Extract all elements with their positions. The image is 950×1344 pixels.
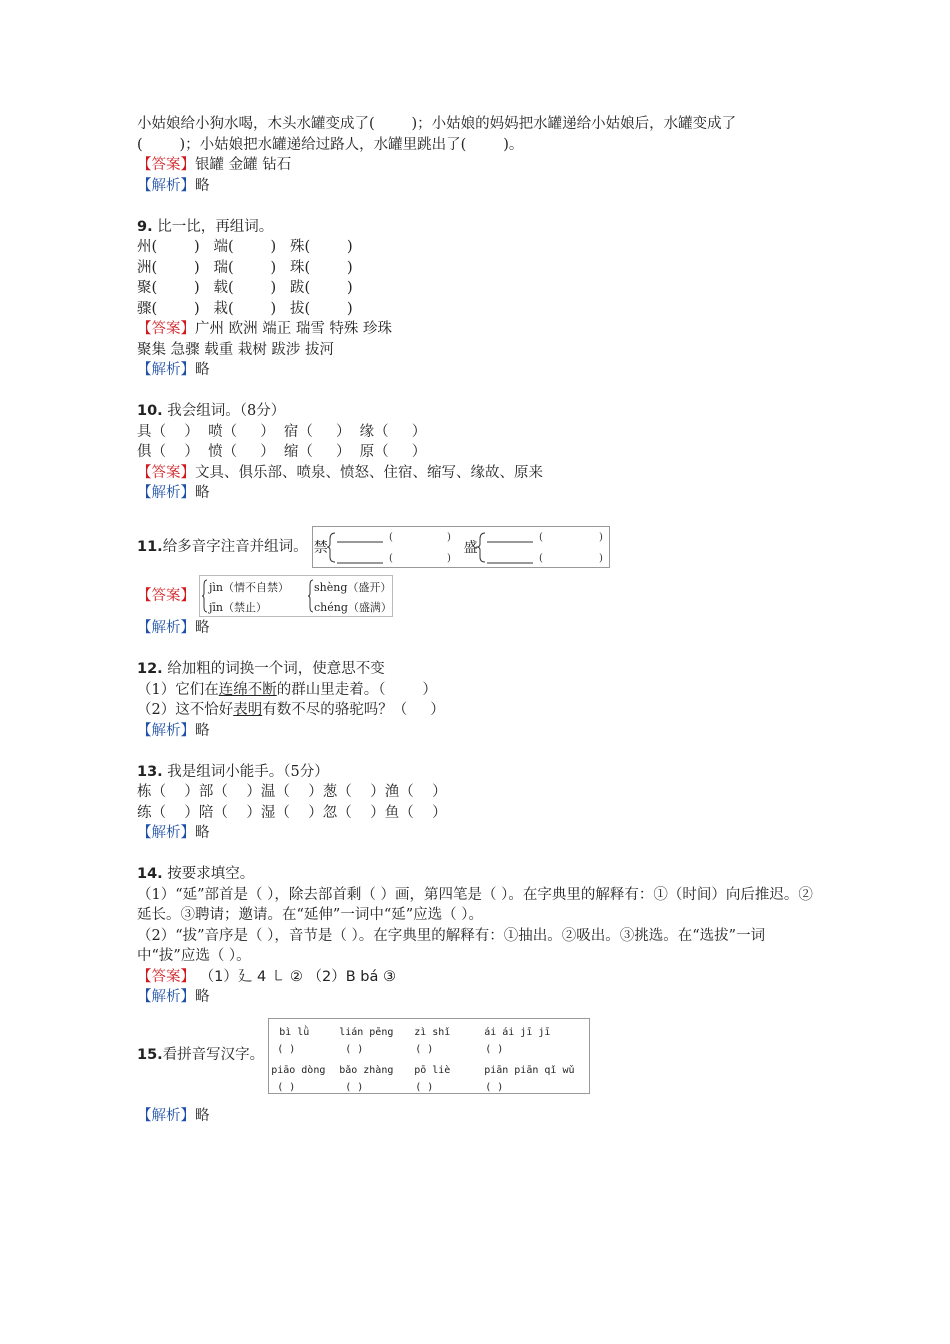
q13-analysis (137, 823, 817, 844)
q11-analysis (137, 618, 817, 639)
q15-title-text: 看拼音写汉字。 (162, 1047, 265, 1064)
q13-title-text: 我是组词小能手。（5分） (162, 763, 329, 780)
q8-analysis-text: 略 (195, 177, 210, 194)
q11-answer-a2: jīn（禁止） (209, 601, 268, 614)
q12-title (137, 659, 817, 680)
q8-analysis (137, 176, 817, 197)
q11-question-box (312, 526, 610, 568)
q11-brace-lines (313, 527, 609, 567)
q11-answer-a1: jìn（情不自禁） (209, 581, 290, 594)
q15-pinyin: lián pēng (339, 1026, 394, 1038)
q10-analysis (137, 483, 817, 504)
q15-pinyin: piāo dòng (271, 1064, 326, 1076)
q12-s2-pre: （2）这不恰好 (137, 702, 234, 718)
q9-title-text: 比一比，再组词。 (152, 218, 274, 235)
q10-answer (137, 463, 817, 484)
q11-analysis-text: 略 (195, 620, 210, 636)
svg-text:(: ( (538, 532, 543, 543)
q11-answer-box (199, 575, 393, 617)
svg-text:(: ( (388, 532, 393, 543)
q14-part1: （1）“延”部首是（ ），除去部首剩（ ）画，第四笔是（ ）。在字典里的解释有：①（时间）向后推迟。②延长。③聘请；邀请。在“延伸”一词中“延”应选（ ）。 (137, 886, 813, 923)
q14-answer (137, 967, 817, 988)
q12-s1-pre: （1）它们在 (137, 681, 219, 698)
q11-box-char1: 禁 (313, 540, 328, 556)
q9-row: 聚( ) 载( ) 跋( ) (137, 280, 353, 296)
q10-number: 10. (137, 403, 163, 419)
q11-answer-b1: shèng（盛开） (314, 581, 392, 594)
q9-row: 骤( ) 栽( ) 拔( ) (137, 300, 353, 317)
q15-pinyin-box (268, 1018, 590, 1094)
q15-blank: ( ) (485, 1043, 504, 1055)
q10-analysis-text: 略 (195, 485, 210, 501)
q8-answer (137, 155, 817, 176)
q12-number: 12. (137, 661, 163, 677)
q15-pinyin: bì lǜ (279, 1026, 310, 1038)
analysis-tag: 【解析】 (137, 1107, 195, 1124)
analysis-tag: 【解析】 (137, 485, 195, 501)
q13-row: 练（ ）陪（ ）湿（ ）忽（ ）鱼（ ） (137, 804, 447, 821)
q9-row: 州( ) 端( ) 殊( ) (137, 239, 353, 255)
q13-number: 13. (137, 763, 163, 780)
q11-answer-row (137, 574, 817, 618)
q10-title-text: 我会组词。（8分） (162, 403, 286, 419)
q14-analysis-text: 略 (195, 989, 210, 1005)
q11-title-row (137, 524, 817, 570)
analysis-tag: 【解析】 (137, 825, 195, 841)
answer-tag: 【答案】 (137, 968, 195, 985)
q15-blank: ( ) (277, 1043, 296, 1055)
q12-analysis-text: 略 (195, 722, 210, 739)
q12-analysis (137, 721, 817, 742)
q9-row: 洲( ) 瑞( ) 珠( ) (137, 259, 353, 276)
q9-answer (137, 319, 817, 340)
answer-tag: 【答案】 (137, 464, 195, 481)
q8-answer-text: 银罐 金罐 钻石 (195, 157, 292, 173)
q11-answer-b2: chéng（盛满） (314, 601, 392, 614)
q12-title-text: 给加粗的词换一个词，使意思不变 (162, 661, 385, 677)
q15-blank: ( ) (345, 1043, 364, 1055)
q13-row: 栋（ ）部（ ）温（ ）葱（ ）渔（ ） (137, 784, 447, 800)
svg-text:(: ( (388, 553, 393, 564)
q15-blank: ( ) (277, 1081, 296, 1093)
analysis-tag: 【解析】 (137, 620, 195, 636)
q10-answer-text: 文具、俱乐部、喷泉、愤怒、住宿、缩写、缘故、原来 (195, 464, 543, 481)
svg-text:): ) (598, 553, 603, 564)
q14-number: 14. (137, 866, 163, 882)
q14-answer-text: （1）廴 4 ㇄ ② （2）B bá ③ (195, 968, 396, 985)
q12-s2-underlined: 表明 (233, 702, 263, 718)
q15-pinyin: piān piān qǐ wǔ (484, 1064, 575, 1076)
document-page (137, 114, 817, 1126)
q15-pinyin: zì shǐ (414, 1026, 451, 1038)
svg-text:): ) (446, 553, 451, 564)
q9-answer-line2: 聚集 急骤 载重 栽树 跋涉 拔河 (137, 341, 335, 358)
q14-title-text: 按要求填空。 (162, 866, 255, 882)
q13-title (137, 762, 817, 783)
q15-pinyin: bǎo zhàng (339, 1064, 394, 1076)
q15-title-row (137, 1016, 817, 1096)
q15-pinyin: pō liè (414, 1064, 451, 1076)
q10-row: 具（ ） 喷（ ） 宿（ ） 缘（ ） (137, 423, 427, 440)
q15-blank: ( ) (345, 1081, 364, 1093)
q12-s1-post: 的群山里走着。（ ） (276, 681, 437, 698)
q8-text-line2: ( )；小姑娘把水罐递给过路人，水罐里跳出了( )。 (137, 136, 524, 153)
answer-tag: 【答案】 (137, 157, 195, 173)
q15-analysis (137, 1106, 817, 1127)
q15-blank: ( ) (415, 1081, 434, 1093)
q9-analysis-text: 略 (195, 362, 210, 378)
q15-analysis-text: 略 (195, 1107, 210, 1124)
q12-sentence2 (137, 700, 817, 721)
q12-s2-post: 有数不尽的骆驼吗？（ ） (262, 702, 445, 718)
q8-text-line1: 小姑娘给小狗水喝，木头水罐变成了( )；小姑娘的妈妈把水罐递给小姑娘后，水罐变成了 (137, 116, 737, 132)
q10-row: 俱（ ） 愤（ ） 缩（ ） 原（ ） (137, 444, 427, 460)
analysis-tag: 【解析】 (137, 722, 195, 739)
q9-number: 9. (137, 218, 153, 235)
svg-text:(: ( (538, 553, 543, 564)
q11-title-text: 给多音字注音并组词。 (162, 538, 308, 555)
q9-analysis (137, 360, 817, 381)
q14-analysis (137, 987, 817, 1008)
q9-answer-text: 广州 欧洲 端正 瑞雪 特殊 珍珠 (195, 321, 393, 337)
q13-analysis-text: 略 (195, 825, 210, 841)
answer-tag: 【答案】 (137, 587, 195, 604)
q9-title (137, 217, 817, 238)
analysis-tag: 【解析】 (137, 989, 195, 1005)
q11-box-char2: 盛 (463, 540, 478, 556)
q15-blank: ( ) (485, 1081, 504, 1093)
q15-blank: ( ) (415, 1043, 434, 1055)
q14-title (137, 864, 817, 885)
answer-tag: 【答案】 (137, 321, 195, 337)
q14-part2: （2）“拔”音序是（ ），音节是（ ）。在字典里的解释有：①抽出。②吸出。③挑选。在“选拔”一词中“拔”应选（ ）。 (137, 927, 766, 964)
analysis-tag: 【解析】 (137, 362, 195, 378)
q15-number: 15. (137, 1047, 163, 1064)
analysis-tag: 【解析】 (137, 177, 195, 194)
q11-number: 11. (137, 538, 163, 555)
svg-text:): ) (598, 532, 603, 543)
svg-text:): ) (446, 532, 451, 543)
q12-sentence1 (137, 680, 817, 701)
q15-pinyin: ái ái jī jī (484, 1026, 551, 1038)
q12-s1-underlined: 连绵不断 (218, 681, 277, 698)
q10-title (137, 401, 817, 422)
